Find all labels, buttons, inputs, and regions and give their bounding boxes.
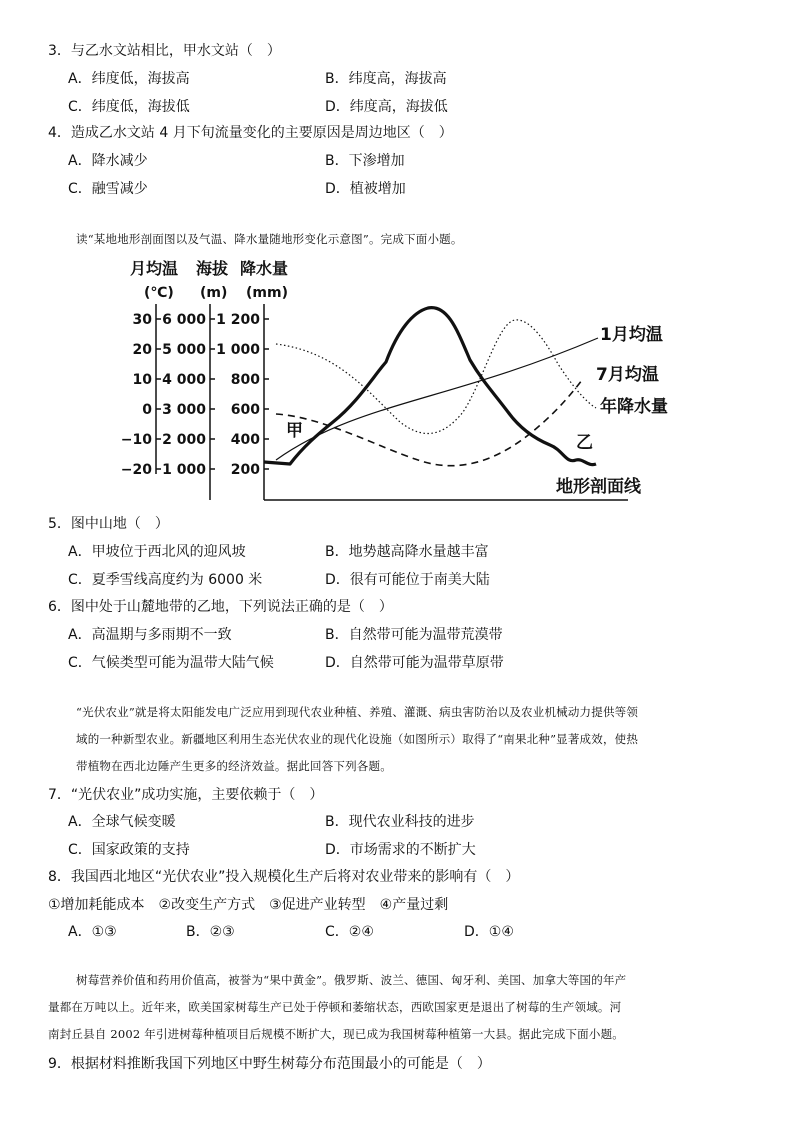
chart-intro: 读“某地地形剖面图以及气温、降水量随地形变化示意图”。完成下面小题。 bbox=[76, 232, 463, 246]
temp-tick-label: −10 bbox=[120, 432, 152, 448]
q8-option-c: C．②④ bbox=[325, 924, 374, 940]
q4-stem: 4．造成乙水文站 4 月下旬流量变化的主要原因是周边地区（ ） bbox=[48, 125, 453, 141]
temp-tick-label: 0 bbox=[142, 402, 152, 418]
q5-option-b: B．地势越高降水量越丰富 bbox=[325, 544, 489, 560]
q3-option-d: D．纬度高，海拔低 bbox=[325, 99, 448, 115]
altitude-tick-label: 3 000 bbox=[162, 402, 206, 418]
label-annual-precip: 年降水量 bbox=[600, 397, 668, 417]
precip-tick-label: 1 200 bbox=[216, 312, 260, 328]
q8-stem: 8．我国西北地区“光伏农业”投入规模化生产后将对农业带来的影响有（ ） bbox=[48, 869, 520, 885]
q3-option-a: A．纬度低，海拔高 bbox=[68, 71, 190, 87]
temp-tick-label: 30 bbox=[132, 312, 152, 328]
terrain-climate-chart bbox=[118, 252, 678, 507]
q6-option-a: A．高温期与多雨期不一致 bbox=[68, 627, 232, 643]
label-jia: 甲 bbox=[286, 421, 303, 441]
label-jan-temp: 1月均温 bbox=[600, 325, 663, 345]
precip-curve bbox=[276, 320, 596, 434]
q6-option-b: B．自然带可能为温带荒漠带 bbox=[325, 627, 503, 643]
precip-tick-label: 200 bbox=[230, 462, 260, 478]
terrain-profile-line bbox=[264, 308, 596, 465]
q6-stem: 6．图中处于山麓地带的乙地，下列说法正确的是（ ） bbox=[48, 599, 393, 615]
berry-passage-line-2: 量都在万吨以上。近年来，欧美国家树莓生产已处于停顿和萎缩状态，西欧国家更是退出了树莓的生产领域。河 bbox=[48, 1000, 622, 1014]
header-altitude: 海拔 bbox=[196, 259, 229, 278]
q3-stem: 3．与乙水文站相比，甲水文站（ ） bbox=[48, 43, 281, 59]
pv-passage-line-1: “光伏农业”就是将太阳能发电广泛应用到现代农业种植、养殖、灌溉、病虫害防治以及农业机械动力提供等领 bbox=[76, 705, 639, 719]
q7-option-a: A．全球气候变暖 bbox=[68, 814, 176, 830]
q4-option-a: A．降水减少 bbox=[68, 153, 148, 169]
altitude-tick-label: 1 000 bbox=[162, 462, 206, 478]
berry-passage-line-1: 树莓营养价值和药用价值高，被誉为“果中黄金”。俄罗斯、波兰、德国、匈牙利、美国、加拿大等国的年产 bbox=[76, 973, 627, 987]
q7-option-b: B．现代农业科技的进步 bbox=[325, 814, 475, 830]
q5-stem: 5．图中山地（ ） bbox=[48, 516, 169, 532]
precip-tick-label: 600 bbox=[230, 402, 260, 418]
unit-altitude: (m) bbox=[200, 285, 228, 301]
precip-tick-label: 1 000 bbox=[216, 342, 260, 358]
jan-temp-curve bbox=[276, 338, 598, 460]
q5-option-d: D．很有可能位于南美大陆 bbox=[325, 572, 490, 588]
temp-tick-label: 20 bbox=[132, 342, 152, 358]
label-jul-temp: 7月均温 bbox=[596, 365, 659, 385]
q8-option-a: A．①③ bbox=[68, 924, 117, 940]
temp-tick-label: 10 bbox=[132, 372, 152, 388]
altitude-tick-label: 6 000 bbox=[162, 312, 206, 328]
label-terrain-profile: 地形剖面线 bbox=[556, 477, 641, 497]
header-precip: 降水量 bbox=[240, 259, 289, 278]
pv-passage-line-3: 带植物在西北边陲产生更多的经济效益。据此回答下列各题。 bbox=[76, 759, 392, 773]
q4-option-b: B．下渗增加 bbox=[325, 153, 405, 169]
altitude-tick-label: 4 000 bbox=[162, 372, 206, 388]
pv-passage-line-2: 域的一种新型农业。新疆地区利用生态光伏农业的现代化设施（如图所示）取得了“南果北种”显著成效，使热 bbox=[76, 732, 639, 746]
jul-temp-curve bbox=[276, 380, 582, 466]
q3-option-b: B．纬度高，海拔高 bbox=[325, 71, 447, 87]
q5-option-a: A．甲坡位于西北风的迎风坡 bbox=[68, 544, 246, 560]
q7-stem: 7．“光伏农业”成功实施，主要依赖于（ ） bbox=[48, 787, 324, 803]
label-yi: 乙 bbox=[576, 433, 593, 453]
q4-option-c: C．融雪减少 bbox=[68, 181, 148, 197]
temp-tick-label: −20 bbox=[120, 462, 152, 478]
header-temp: 月均温 bbox=[130, 259, 179, 278]
precip-tick-label: 400 bbox=[230, 432, 260, 448]
altitude-tick-label: 5 000 bbox=[162, 342, 206, 358]
q7-option-d: D．市场需求的不断扩大 bbox=[325, 842, 476, 858]
q8-option-b: B．②③ bbox=[186, 924, 235, 940]
q9-stem: 9．根据材料推断我国下列地区中野生树莓分布范围最小的可能是（ ） bbox=[48, 1056, 491, 1072]
unit-temp: (℃) bbox=[144, 285, 174, 301]
q3-option-c: C．纬度低，海拔低 bbox=[68, 99, 190, 115]
q5-option-c: C．夏季雪线高度约为 6000 米 bbox=[68, 572, 263, 588]
q8-option-d: D．①④ bbox=[464, 924, 514, 940]
unit-precip: (mm) bbox=[246, 285, 288, 301]
altitude-tick-label: 2 000 bbox=[162, 432, 206, 448]
berry-passage-line-3: 南封丘县自 2002 年引进树莓种植项目后规模不断扩大，现已成为我国树莓种植第一大县。据此完成下面小题。 bbox=[48, 1027, 624, 1041]
precip-tick-label: 800 bbox=[230, 372, 260, 388]
q6-option-d: D．自然带可能为温带草原带 bbox=[325, 655, 504, 671]
q8-statements: ①增加耗能成本 ②改变生产方式 ③促进产业转型 ④产量过剩 bbox=[48, 897, 449, 913]
q6-option-c: C．气候类型可能为温带大陆气候 bbox=[68, 655, 274, 671]
q4-option-d: D．植被增加 bbox=[325, 181, 406, 197]
q7-option-c: C．国家政策的支持 bbox=[68, 842, 190, 858]
